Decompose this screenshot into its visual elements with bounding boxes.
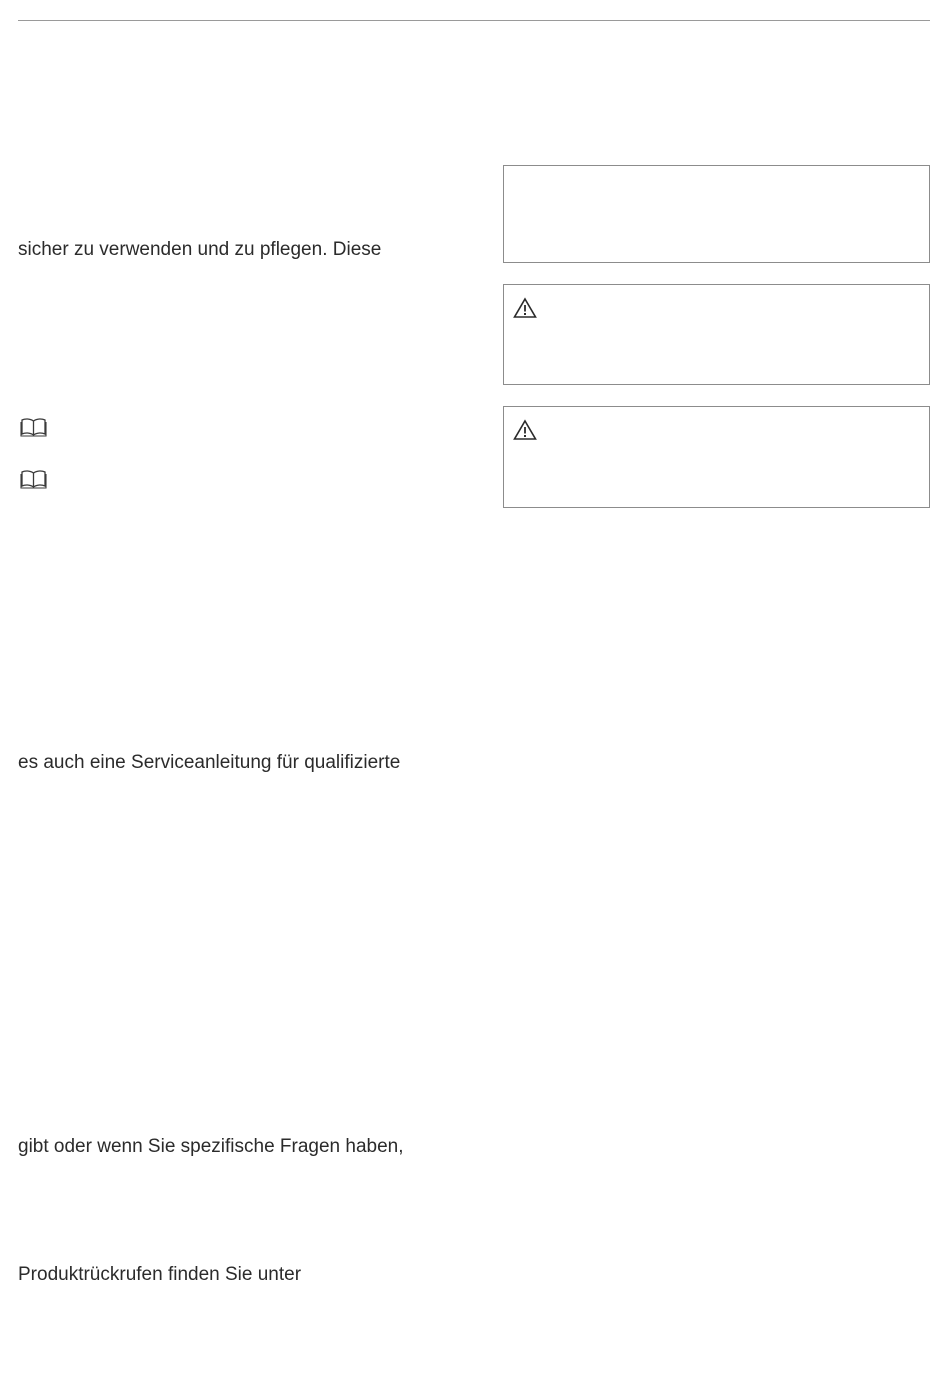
warning-box [503,284,930,385]
body-text-line: sicher zu verwenden und zu pflegen. Diese [18,239,382,260]
body-text-line: gibt oder wenn Sie spezifische Fragen haben, [18,1136,404,1157]
notice-box [503,165,930,263]
header-rule [18,20,930,21]
warning-triangle-icon [513,297,537,319]
body-text-line: Produktrückrufen finden Sie unter [18,1264,302,1285]
book-icon [20,469,47,489]
book-icon [20,417,47,437]
warning-triangle-icon [513,419,537,441]
warning-box [503,406,930,508]
body-text-line: es auch eine Serviceanleitung für qualifizierte [18,752,401,773]
